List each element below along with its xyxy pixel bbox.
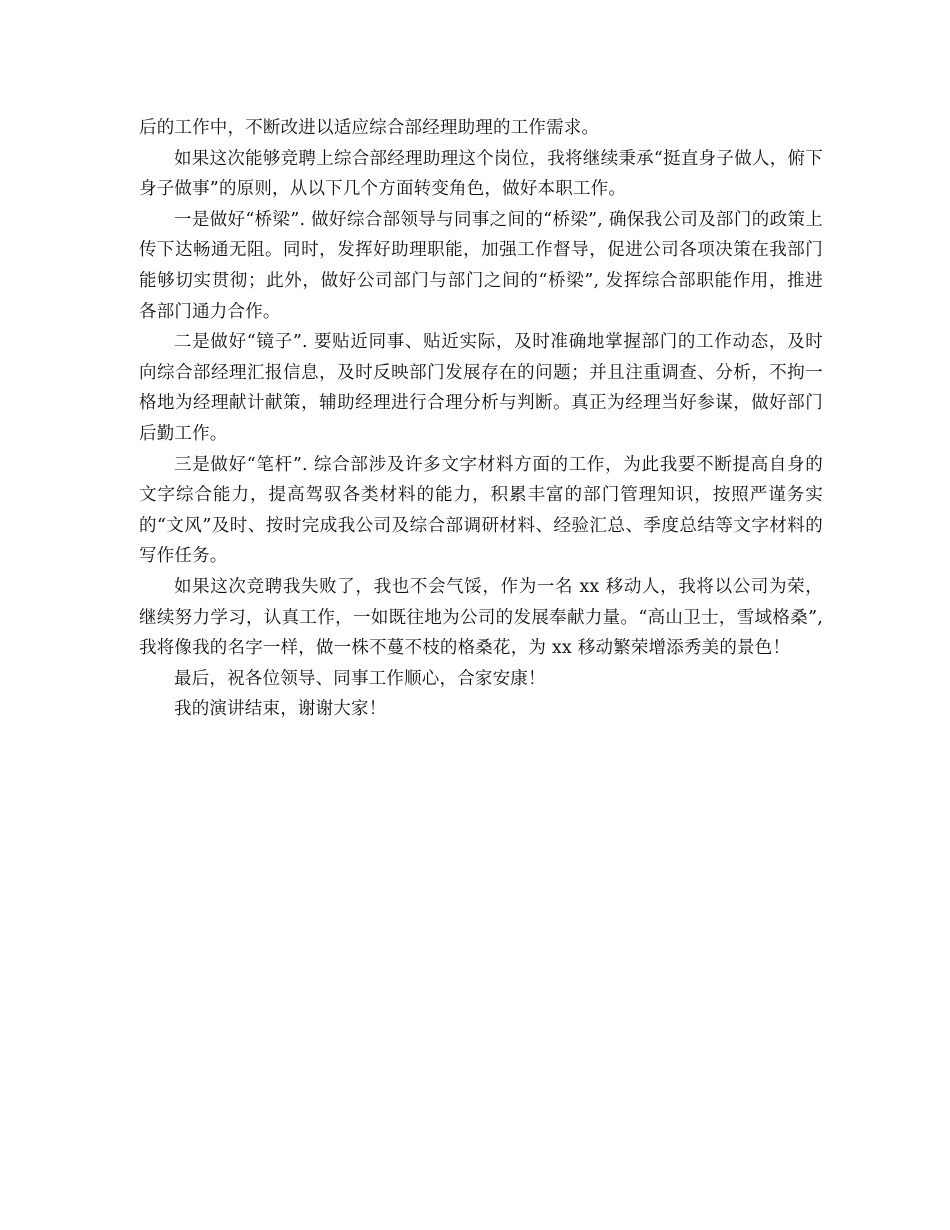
paragraph-closing: 我的演讲结束，谢谢大家！ xyxy=(174,699,387,720)
paragraph-wishes: 最后，祝各位领导、同事工作顺心，合家安康！ xyxy=(174,668,546,689)
document-body xyxy=(139,113,823,725)
paragraph-if-fail: 如果这次竞聘我失败了，我也不会气馁，作为一名 xx 移动人，我将以公司为荣，继续努力学习，认真工作，一如既往地为公司的发展奉献力量。“高山卫士，雪域格桑”, 我将像我的名字一样，做一株不蔓不枝的格桑花，为 xx 移动繁荣增添秀美的景色！ xyxy=(139,576,823,659)
paragraph-intro: 如果这次能够竞聘上综合部经理助理这个岗位，我将继续秉承“挺直身子做人，俯下身子做事”的原则，从以下几个方面转变角色，做好本职工作。 xyxy=(139,148,823,200)
paragraph-mirror: 二是做好“镜子”. 要贴近同事、贴近实际，及时准确地掌握部门的工作动态，及时向综合部经理汇报信息，及时反映部门发展存在的问题；并且注重调查、分析，不拘一格地为经理献计献策，辅助经理进行合理分析与判断。真正为经理当好参谋，做好部门后勤工作。 xyxy=(139,332,823,444)
paragraph-pen: 三是做好“笔杆”. 综合部涉及许多文字材料方面的工作，为此我要不断提高自身的文字综合能力，提高驾驭各类材料的能力，积累丰富的部门管理知识，按照严谨务实的“文风”及时、按时完成我公司及综合部调研材料、经验汇总、季度总结等文字材料的写作任务。 xyxy=(139,454,823,567)
paragraph-bridge: 一是做好“桥梁”. 做好综合部领导与同事之间的“桥梁”, 确保我公司及部门的政策上传下达畅通无阻。同时，发挥好助理职能，加强工作督导，促进公司各项决策在我部门能够切实贯彻；此外，做好公司部门与部门之间的“桥梁”, 发挥综合部职能作用，推进各部门通力合作。 xyxy=(139,209,823,322)
paragraph-continuation: 后的工作中，不断改进以适应综合部经理助理的工作需求。 xyxy=(139,118,600,138)
